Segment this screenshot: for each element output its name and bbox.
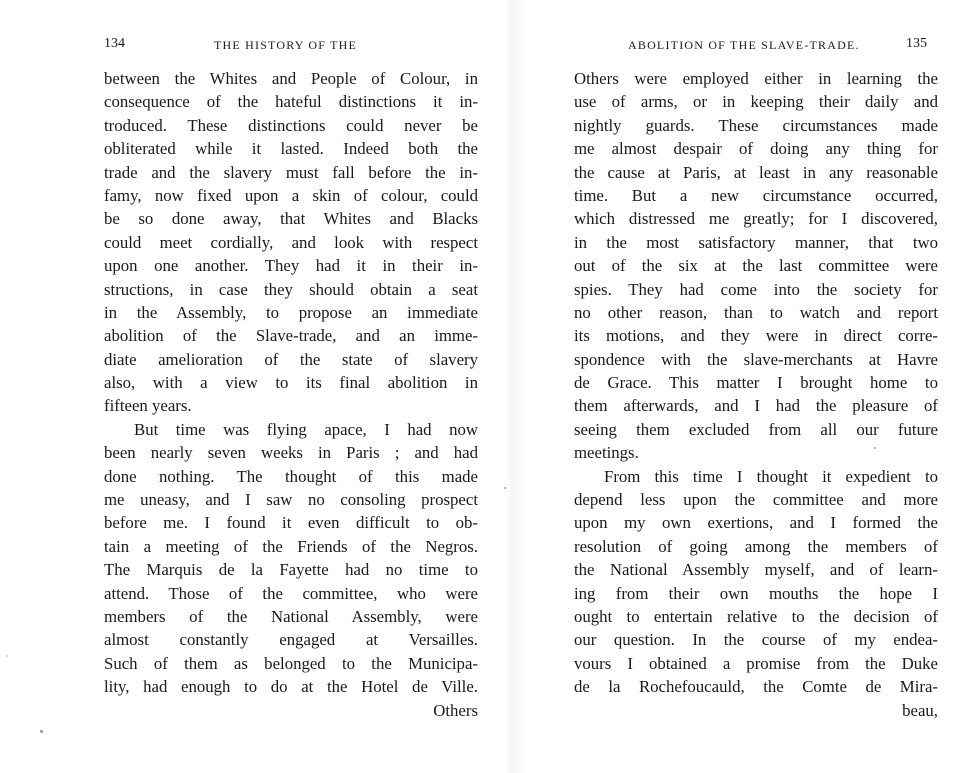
text-line: before me. I found it even difficult to ob- <box>104 513 478 533</box>
text-line: structions, in case they should obtain a seat <box>104 279 478 299</box>
text-line: its motions, and they were in direct corre- <box>574 326 938 346</box>
text-line: our question. In the course of my endea- <box>574 630 938 650</box>
text-line: depend less upon the committee and more <box>574 490 938 510</box>
left-page-number: 134 <box>104 36 125 51</box>
text-line: been nearly seven weeks in Paris ; and had <box>104 443 478 463</box>
text-line: vours I obtained a promise from the Duke <box>574 653 938 673</box>
text-line: me almost despair of doing any thing for <box>574 139 938 159</box>
text-line: time. But a new circumstance occurred, <box>574 185 938 205</box>
text-line: use of arms, or in keeping their daily and <box>574 92 938 112</box>
text-line: members of the National Assembly, were <box>104 606 478 626</box>
text-line: in the most satisfactory manner, that two <box>574 232 938 252</box>
text-line: them afterwards, and I had the pleasure of <box>574 396 938 416</box>
text-line: The Marquis de la Fayette had no time to <box>104 560 478 580</box>
catchword: beau, <box>902 700 938 720</box>
text-line: ought to entertain relative to the decision of <box>574 606 938 626</box>
text-line: consequence of the hateful distinctions it in- <box>104 92 478 112</box>
paper-speck <box>40 730 43 733</box>
text-line: seeing them excluded from all our future <box>574 419 938 439</box>
catchword: Others <box>433 700 478 720</box>
text-line: could meet cordially, and look with respect <box>104 232 478 252</box>
text-line: between the Whites and People of Colour, in <box>104 69 478 88</box>
paper-speck <box>6 655 8 657</box>
text-line: obliterated while it lasted. Indeed both the <box>104 139 478 159</box>
text-line: fifteen years. <box>104 396 192 416</box>
text-line: meetings. <box>574 443 639 463</box>
right-page-text <box>574 67 938 722</box>
text-line: Such of them as belonged to the Municipa- <box>104 653 478 673</box>
text-line: spies. They had come into the society for <box>574 279 938 299</box>
text-line: tain a meeting of the Friends of the Negros. <box>104 536 478 556</box>
text-line: resolution of going among the members of <box>574 536 938 556</box>
text-line: diate amelioration of the state of slavery <box>104 349 478 369</box>
text-line: almost constantly engaged at Versailles. <box>104 630 478 650</box>
text-line: the cause at Paris, at least in any reasonable <box>574 162 938 182</box>
text-line: de la Rochefoucauld, the Comte de Mira- <box>574 677 938 697</box>
text-line: But time was flying apace, I had now <box>134 419 478 439</box>
text-line: abolition of the Slave-trade, and an imme- <box>104 326 478 346</box>
text-line: famy, now fixed upon a skin of colour, could <box>104 185 478 205</box>
text-line: which distressed me greatly; for I discovered, <box>574 209 938 229</box>
text-line: out of the six at the last committee were <box>574 256 938 276</box>
left-running-title: THE HISTORY OF THE <box>214 38 358 52</box>
text-line: de Grace. This matter I brought home to <box>574 373 938 393</box>
right-page-number: 135 <box>906 36 927 51</box>
text-line: From this time I thought it expedient to <box>604 466 938 486</box>
text-line: trade and the slavery must fall before the in- <box>104 162 478 182</box>
text-line: in the Assembly, to propose an immediate <box>104 302 478 322</box>
text-line: done nothing. The thought of this made <box>104 466 478 486</box>
text-line: the National Assembly myself, and of learn- <box>574 560 938 580</box>
text-line: me uneasy, and I saw no consoling prospect <box>104 490 478 510</box>
text-line: spondence with the slave-merchants at Havre <box>574 349 938 369</box>
right-running-head <box>574 36 938 56</box>
paper-speck <box>874 447 876 449</box>
text-line: no other reason, than to watch and report <box>574 302 938 322</box>
text-line: troduced. These distinctions could never be <box>104 115 478 135</box>
text-line: lity, had enough to do at the Hotel de Ville. <box>104 677 478 697</box>
text-line: upon one another. They had it in their in- <box>104 256 478 276</box>
text-line: attend. Those of the committee, who were <box>104 583 478 603</box>
text-line: be so done away, that Whites and Blacks <box>104 209 478 229</box>
text-line: ing from their own mouths the hope I <box>574 583 938 603</box>
left-running-head <box>104 36 484 56</box>
text-line: nightly guards. These circumstances made <box>574 115 938 135</box>
text-line: also, with a view to its final abolition in <box>104 373 478 393</box>
text-line: Others were employed either in learning the <box>574 69 938 88</box>
right-running-title: ABOLITION OF THE SLAVE-TRADE. <box>628 38 860 52</box>
text-line: upon my own exertions, and I formed the <box>574 513 938 533</box>
left-page-text <box>104 67 478 722</box>
paper-speck <box>504 487 506 489</box>
